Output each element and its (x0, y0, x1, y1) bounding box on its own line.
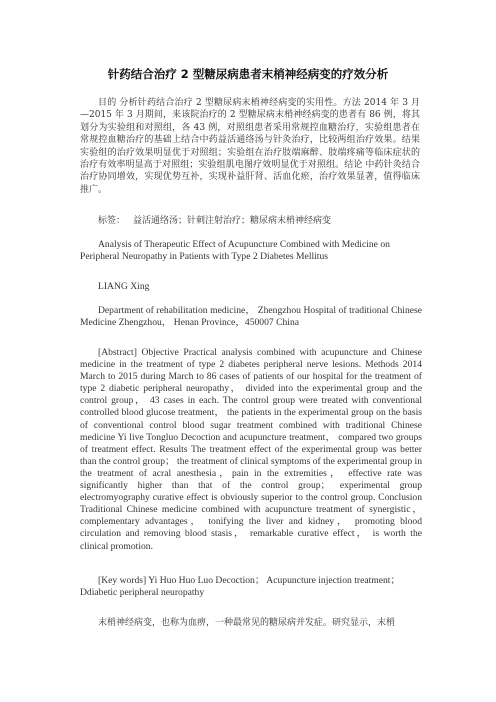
keywords-chinese (98, 213, 418, 226)
keywords-text: 益活通络汤；针刺注射治疗；糖尿病末梢神经病变 (133, 216, 332, 226)
author-name: LIANG Xing (98, 281, 150, 292)
keywords-english: [Key words] Yi Huo Huo Luo Decoction； Acupuncture injection treatment； Ddiabetic peripheral neuropathy (80, 575, 401, 598)
keywords-label: 标签： (98, 216, 126, 226)
english-title: Analysis of Therapeutic Effect of Acupuncture Combined with Medicine on Peripheral Neuropathy in Patients with Type 2 Diabetes Mellitus (80, 239, 390, 262)
body-paragraph: 末梢神经病变，也称为血痹，一种最常见的糖尿病并发症。研究显示，末梢 (98, 618, 396, 628)
author-affiliation: Department of rehabilitation medicine， Zhengzhou Hospital of traditional Chinese Medicine Zhengzhou， Henan Province，450007 China (80, 305, 422, 328)
abstract-chinese: 目的 分析针药结合治疗 2 型糖尿病末梢神经病变的实用性。方法 2014 年 3 月—2015 年 3 月期间，来该院治疗的 2 型糖尿病末梢神经病变的患者有 86 例，将其划分为实验组和对照组，各 43 例，对照组患者采用常规控血糖治疗，实验组患者在常规控血糖治疗的基础上结合中药益活通络汤与针灸治疗，比较两组治疗效果。结果 实验组的治疗效果明显优于对照组；实验组在治疗肢端麻醉、肢端疼痛等临床症状的治疗有效率明显高于对照组；实验组肌电图疗效明显优于对照组。结论 中药针灸结合治疗协同增效，实现优势互补，实现补益肝肾、活血化瘀，治疗效果显著，值得临床推广。 (80, 98, 420, 195)
page-title: 针药结合治疗 2 型糖尿病患者末梢神经病变的疗效分析 (107, 67, 389, 81)
abstract-english: [Abstract] Objective Practical analysis combined with acupuncture and Chinese medicine in the treatment of type 2 diabetes peripheral nerve lesions. Methods 2014 March to 2015 during March to 86 cases of patients of our hospital for the treatment of type 2 diabetic peripheral neuropathy， divided into the experimental group and the control group， 43 cases in each. The control group were treated with conventional controlled blood glucose treatment， the patients in the experimental group on the basis of conventional control blood sugar treatment combined with traditional Chinese medicine Yi live Tongluo Decoction and acupuncture treatment， compared two groups of treatment effect. Results The treatment effect of the experimental group was better than the control group； the treatment of clinical symptoms of the experimental group in the treatment of acral anesthesia，pain in the extremities， effective rate was significantly higher than that of the control group； experimental group electromyography curative effect is obviously superior to the control group. Conclusion Traditional Chinese medicine combined with acupuncture treatment of synergistic， complementary advantages， tonifying the liver and kidney， promoting blood circulation and removing blood stasis， remarkable curative effect， is worth the clinical promotion. (80, 347, 422, 552)
